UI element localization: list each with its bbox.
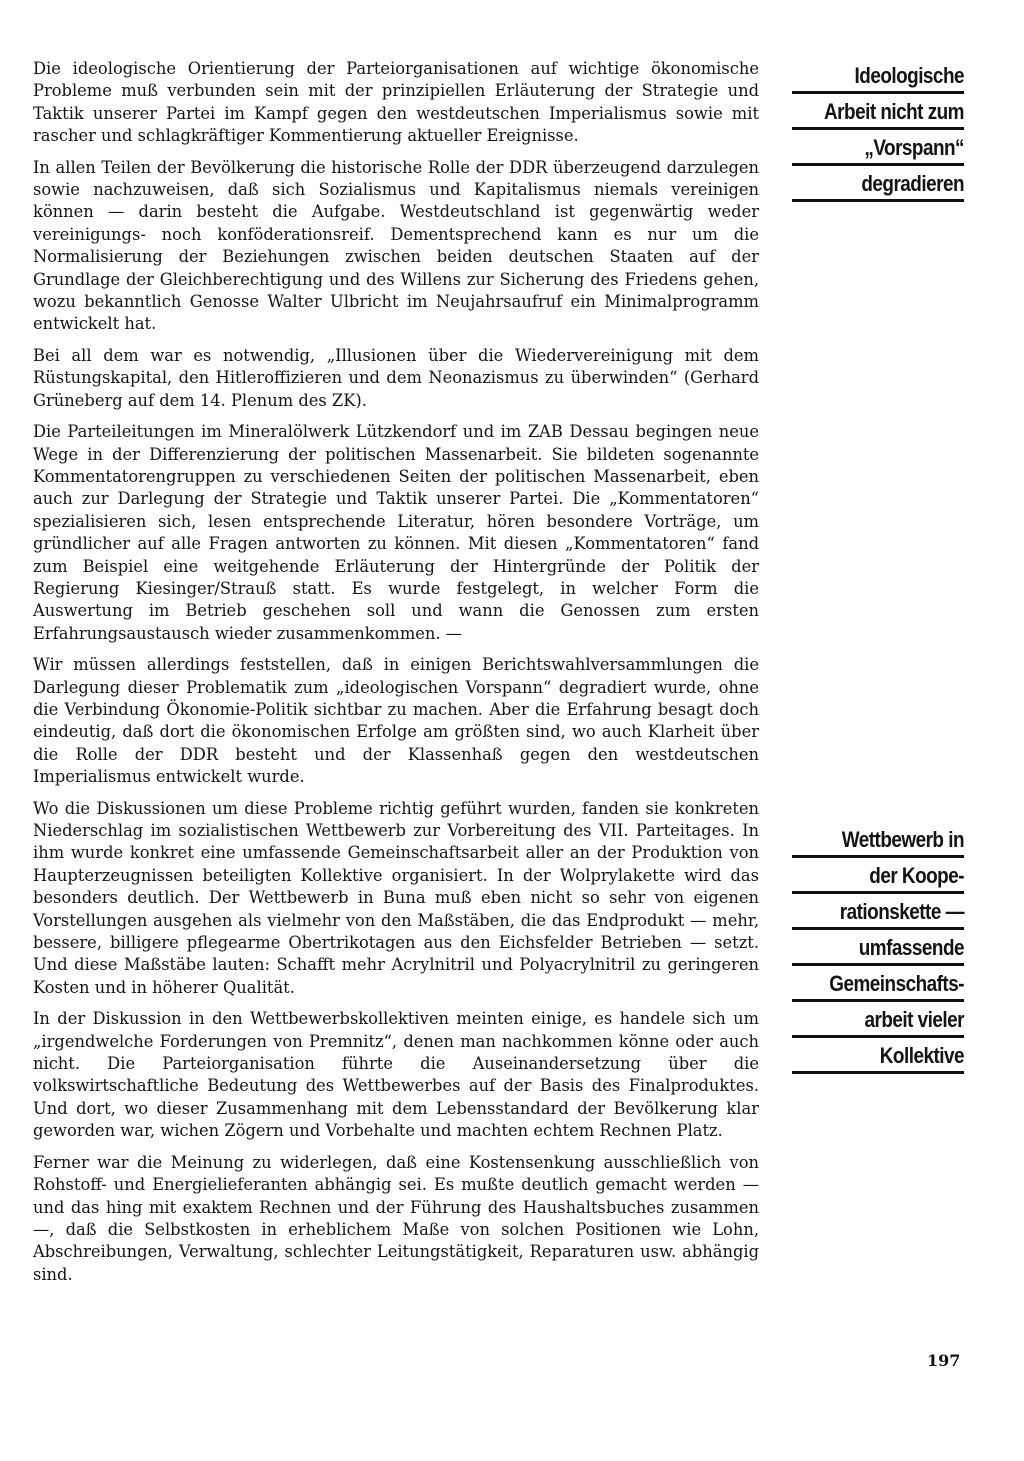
margin-heading-line: der Koope- xyxy=(792,860,964,894)
body-text xyxy=(33,58,759,1295)
margin-heading-line: Wettbewerb in xyxy=(792,824,964,858)
margin-heading-line: arbeit vieler xyxy=(792,1004,964,1038)
paragraph: In allen Teilen der Bevölkerung die historische Rolle der DDR überzeugend darzulegen sowie nachzuweisen, daß sich Sozialismus und Kapitalismus niemals vereinigen können — darin besteht die Aufgabe. Westdeutschland ist gegenwärtig weder vereinigungs- noch konföderationsreif. Dementsprechend kann es nur um die Normalisierung der Beziehungen zwischen beiden deutschen Staaten auf der Grundlage der Gleichberechtigung und des Willens zur Sicherung des Friedens gehen, wozu bekanntlich Genosse Walter Ulbricht im Neujahrsaufruf ein Minimalprogramm entwickelt hat. xyxy=(33,157,759,334)
margin-heading-line: Ideologische xyxy=(792,60,964,94)
paragraph: Die ideologische Orientierung der Parteiorganisationen auf wichtige ökonomische Probleme muß verbunden sein mit der prinzipiellen Erläuterung der Strategie und Taktik unserer Partei im Kampf gegen den westdeutschen Imperialismus sowie mit rascher und schlagkräftiger Kommentierung aktueller Ereignisse. xyxy=(33,59,759,146)
margin-heading-line: rationskette — xyxy=(792,896,964,930)
margin-heading-line: degradieren xyxy=(792,168,964,202)
paragraph: Ferner war die Meinung zu widerlegen, daß eine Kostensenkung ausschließlich von Rohstoff- und Energielieferanten abhängig sei. Es mußte deutlich gemacht werden — und das hing mit exaktem Rechnen und der Führung des Haushaltsbuches zusammen —, daß die Selbstkosten in erheblichem Maße von solchen Positionen wie Lohn, Abschreibungen, Verwaltung, schlechter Leitungstätigkeit, Reparaturen usw. abhängig sind. xyxy=(33,1152,759,1284)
paragraph: Bei all dem war es notwendig, „Illusionen über die Wiedervereinigung mit dem Rüstungskapital, den Hitleroffizieren und dem Neonazismus zu überwinden“ (Gerhard Grüneberg auf dem 14. Plenum des ZK). xyxy=(33,345,759,410)
margin-heading-ideologische-arbeit xyxy=(792,60,964,204)
margin-heading-line: umfassende xyxy=(792,932,964,966)
margin-heading-wettbewerb xyxy=(792,824,964,1076)
page-number: 197 xyxy=(927,1351,961,1370)
paragraph: Wir müssen allerdings feststellen, daß in einigen Berichtswahlversammlungen die Darlegung dieser Problematik zum „ideologischen Vorspann“ degradiert wurde, ohne die Verbindung Ökonomie-Politik sichtbar zu machen. Aber die Erfahrung besagt doch eindeutig, daß dort die ökonomischen Erfolge am größten sind, wo auch Klarheit über die Rolle der DDR besteht und der Klassenhaß gegen den westdeutschen Imperialismus entwickelt wurde. xyxy=(33,655,759,787)
margin-heading-line: Kollektive xyxy=(792,1040,964,1074)
margin-heading-line: Arbeit nicht zum xyxy=(792,96,964,130)
paragraph: Wo die Diskussionen um diese Probleme richtig geführt wurden, fanden sie konkreten Niederschlag im sozialistischen Wettbewerb zur Vorbereitung des VII. Parteitages. In ihm wurde konkret eine umfassende Gemeinschaftsarbeit aller an der Produktion von Haupterzeugnissen beteiligten Kollektive organisiert. In der Wolprylakette wird das besonders deutlich. Der Wettbewerb in Buna muß eben nicht so sehr von eigenen Vorstellungen ausgehen als vielmehr von den Maßstäben, die das Endprodukt — mehr, bessere, billigere pflegearme Obertrikotagen aus den Eichsfelder Betrieben — setzt. Und diese Maßstäbe lauten: Schafft mehr Acrylnitril und Polyacrylnitril zu geringeren Kosten und in höherer Qualität. xyxy=(33,798,759,997)
paragraph: In der Diskussion in den Wettbewerbskollektiven meinten einige, es handele sich um „irgendwelche Forderungen von Premnitz“, denen man nachkommen könne oder auch nicht. Die Parteiorganisation führte die Auseinandersetzung über die volkswirtschaftliche Bedeutung des Wettbewerbes auf der Basis des Finalproduktes. Und dort, wo dieser Zusammenhang mit dem Lebensstandard der Bevölkerung klar geworden war, wichen Zögern und Vorbehalte und machten echtem Rechnen Platz. xyxy=(33,1009,759,1141)
paragraph: Die Parteileitungen im Mineralölwerk Lützkendorf und im ZAB Dessau begingen neue Wege in der Differenzierung der politischen Massenarbeit. Sie bildeten sogenannte Kommentatorengruppen zu verschiedenen Seiten der politischen Massenarbeit, eben auch zur Darlegung der Strategie und Taktik unserer Partei. Die „Kommentatoren“ spezialisieren sich, lesen entsprechende Literatur, hören besondere Vorträge, um gründlicher auf alle Fragen antworten zu können. Mit diesen „Kommentatoren“ fand zum Beispiel eine weitgehende Erläuterung der Hintergründe der Politik der Regierung Kiesinger/Strauß statt. Es wurde festgelegt, in welcher Form die Auswertung im Betrieb geschehen soll und wann die Genossen zum ersten Erfahrungsaustausch wieder zusammenkommen. — xyxy=(33,422,759,643)
margin-heading-line: „Vorspann“ xyxy=(792,132,964,166)
margin-heading-line: Gemeinschafts- xyxy=(792,968,964,1002)
